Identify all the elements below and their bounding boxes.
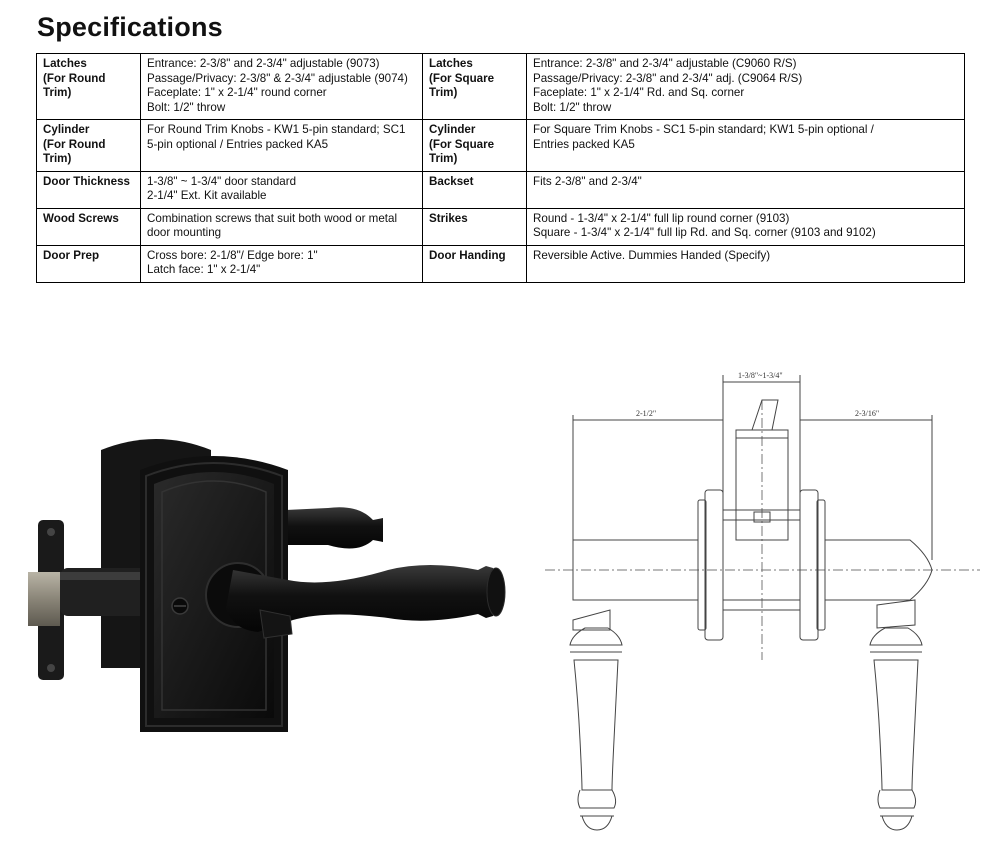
spec-value xyxy=(141,245,423,282)
spec-line: Cylinder xyxy=(43,123,90,136)
spec-value xyxy=(527,245,965,282)
spec-value xyxy=(141,120,423,172)
dim-left-projection: 2-1/2" xyxy=(636,409,657,418)
spec-label xyxy=(423,245,527,282)
spec-row xyxy=(37,120,965,172)
spec-line: Faceplate: 1" x 2-1/4" round corner xyxy=(147,86,327,99)
spec-value xyxy=(527,120,965,172)
spec-line: Entries packed KA5 xyxy=(533,137,635,151)
spec-line: For Round Trim Knobs - KW1 5-pin standard; SC1 xyxy=(147,123,406,136)
spec-line: Cross bore: 2-1/8"/ Edge bore: 1" xyxy=(147,248,318,262)
spec-line: Entrance: 2-3/8" and 2-3/4" adjustable (C9060 R/S) xyxy=(533,57,797,70)
spec-line: door mounting xyxy=(147,226,222,239)
spec-value xyxy=(527,54,965,120)
spec-label xyxy=(423,208,527,245)
spec-line: Reversible Active. Dummies Handed (Specify) xyxy=(533,248,771,262)
spec-label xyxy=(37,120,141,172)
spec-line: Trim) xyxy=(43,86,72,99)
spec-line: 5-pin optional / Entries packed KA5 xyxy=(147,137,329,151)
spec-line: Latches xyxy=(43,57,87,70)
spec-line: Trim) xyxy=(429,86,458,99)
product-photo xyxy=(28,420,528,750)
spec-line: (For Square xyxy=(429,71,495,85)
dim-right-projection: 2-3/16" xyxy=(855,409,880,418)
spec-label xyxy=(423,171,527,208)
spec-label xyxy=(37,245,141,282)
spec-value xyxy=(141,54,423,120)
spec-line: Strikes xyxy=(429,211,468,225)
spec-line: For Square Trim Knobs - SC1 5-pin standard; KW1 5-pin optional / xyxy=(533,123,874,136)
spec-line: Entrance: 2-3/8" and 2-3/4" adjustable (9073) xyxy=(147,57,380,70)
spec-label xyxy=(37,208,141,245)
spec-line: Bolt: 1/2" throw xyxy=(533,100,612,114)
spec-line: Cylinder xyxy=(429,123,476,136)
spec-label xyxy=(423,120,527,172)
spec-line: 1-3/8" ~ 1-3/4" door standard xyxy=(147,174,297,188)
spec-line: Square - 1-3/4" x 2-1/4" full lip Rd. and Sq. corner (9103 and 9102) xyxy=(533,226,876,239)
dimension-drawing xyxy=(540,360,990,840)
spec-label xyxy=(37,54,141,120)
spec-line: Fits 2-3/8" and 2-3/4" xyxy=(533,174,642,188)
spec-line: Latches xyxy=(429,57,473,70)
spec-line: Door Handing xyxy=(429,248,506,262)
spec-line: (For Square Trim) xyxy=(429,137,495,165)
spec-line: Bolt: 1/2" throw xyxy=(147,100,226,114)
spec-value xyxy=(527,208,965,245)
page-title: Specifications xyxy=(37,12,223,42)
spec-row xyxy=(37,208,965,245)
spec-line: Round - 1-3/4" x 2-1/4" full lip round corner (9103) xyxy=(533,211,790,225)
spec-line: Door Thickness xyxy=(43,174,130,188)
spec-label xyxy=(423,54,527,120)
spec-row xyxy=(37,171,965,208)
spec-value xyxy=(141,208,423,245)
spec-line: Faceplate: 1" x 2-1/4" Rd. and Sq. corner xyxy=(533,86,745,99)
specifications-table xyxy=(36,53,965,283)
spec-line: Passage/Privacy: 2-3/8" and 2-3/4" adj. (C9064 R/S) xyxy=(533,71,803,85)
spec-label xyxy=(37,171,141,208)
spec-row xyxy=(37,245,965,282)
spec-line: Latch face: 1" x 2-1/4" xyxy=(147,263,261,276)
spec-line: Backset xyxy=(429,174,474,188)
spec-line: Combination screws that suit both wood or metal xyxy=(147,211,398,225)
spec-line: Door Prep xyxy=(43,248,100,262)
spec-line: Wood Screws xyxy=(43,211,119,225)
dim-door-thickness: 1-3/8"~1-3/4" xyxy=(738,371,783,380)
spec-line: 2-1/4" Ext. Kit available xyxy=(147,189,267,202)
spec-line: (For Round Trim) xyxy=(43,137,106,165)
spec-row xyxy=(37,54,965,120)
spec-value xyxy=(141,171,423,208)
spec-value xyxy=(527,171,965,208)
spec-line: (For Round xyxy=(43,71,106,85)
spec-line: Passage/Privacy: 2-3/8" & 2-3/4" adjustable (9074) xyxy=(147,71,408,85)
